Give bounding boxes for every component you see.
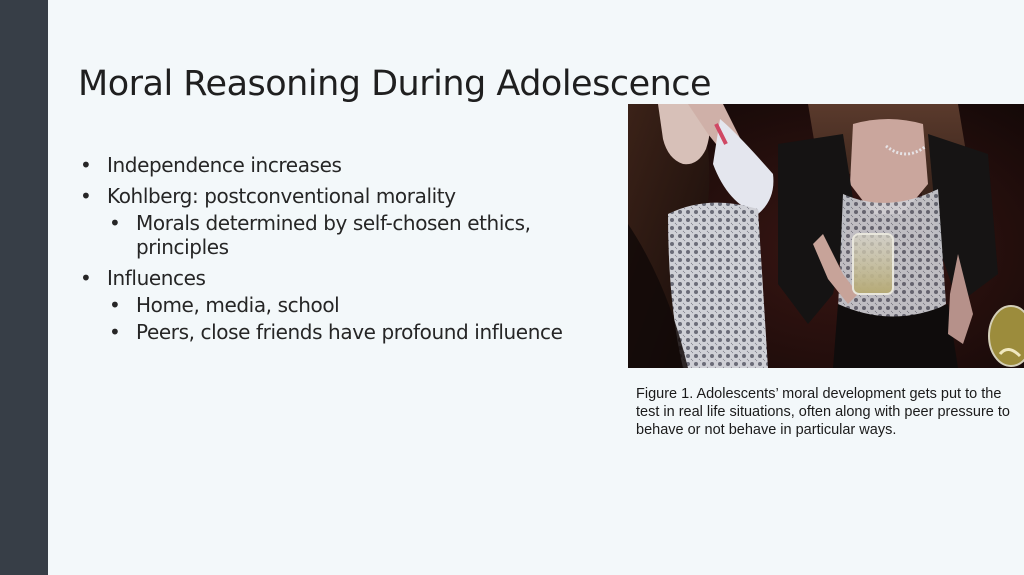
bullet-item: • Influences (80, 266, 600, 290)
slide-sidebar-accent (0, 0, 48, 575)
bullet-item: • Kohlberg: postconventional morality (80, 184, 600, 208)
bullet-item: • Independence increases (80, 153, 600, 177)
sub-bullet-item: • Morals determined by self-chosen ethics, principles (80, 211, 600, 259)
figure-photo (628, 104, 1024, 368)
sub-bullet-item: • Home, media, school (80, 293, 600, 317)
figure-caption: Figure 1. Adolescents’ moral development gets put to the test in real life situations, often along with peer pressure to behave or not behave in particular ways. (636, 386, 1010, 438)
sub-bullet-item: • Peers, close friends have profound influence (80, 320, 600, 344)
bullet-list (80, 153, 600, 344)
slide-title: Moral Reasoning During Adolescence (78, 64, 712, 104)
